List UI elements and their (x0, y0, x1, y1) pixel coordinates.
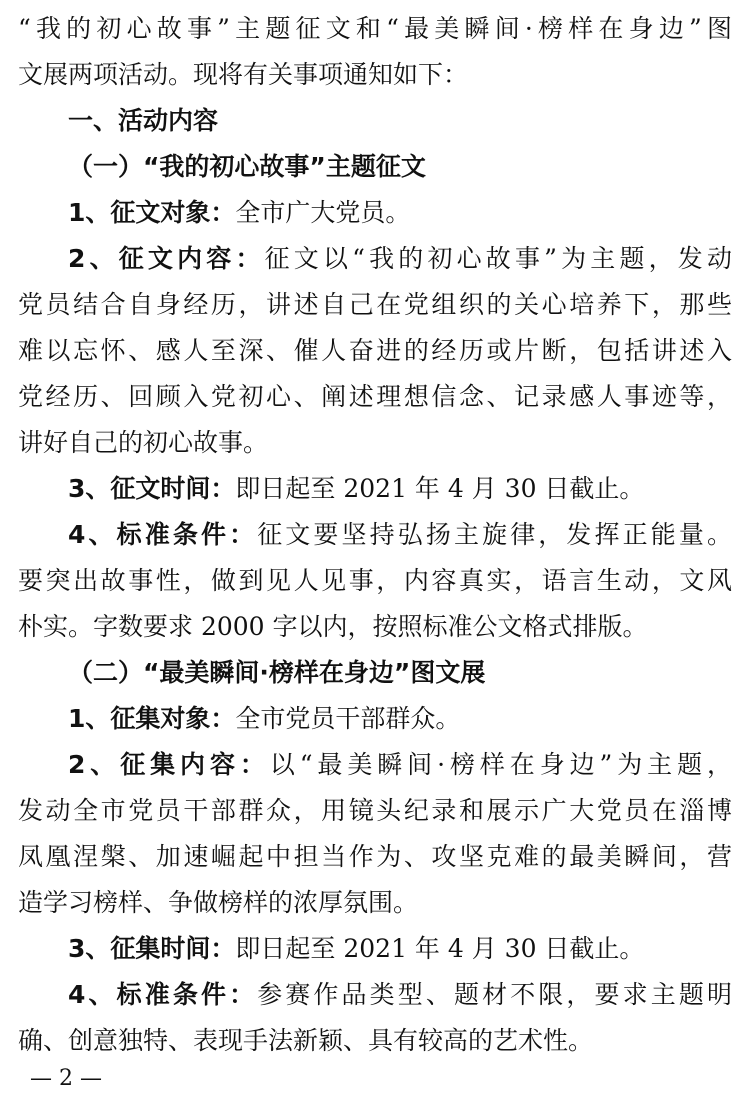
part1-item2-line2: 党员结合自身经历，讲述自己在党组织的关心培养下，那些 (18, 290, 732, 319)
part1-item1-label: 1、征文对象： (68, 198, 236, 227)
part1-item1-text: 全市广大党员。 (235, 198, 411, 227)
part1-item4-line1 (18, 512, 732, 558)
intro-line-1: “我的初心故事”主题征文和“最美瞬间·榜样在身边”图 (18, 14, 732, 43)
part1-item3 (18, 466, 732, 512)
part2-item3-label: 3、征集时间： (68, 934, 236, 963)
part1-item4-line2: 要突出故事性，做到见人见事，内容真实，语言生动，文风 (18, 566, 732, 595)
part1-item3-text: 即日起至 2021 年 4 月 30 日截止。 (235, 474, 645, 503)
part2-item2-line1 (18, 742, 732, 788)
part2-item3-text: 即日起至 2021 年 4 月 30 日截止。 (235, 934, 645, 963)
part1-item4-line3: 朴实。字数要求 2000 字以内，按照标准公文格式排版。 (18, 612, 648, 641)
part2-item2-label: 2、征集内容： (68, 750, 270, 779)
part2-item4-line1 (18, 972, 732, 1018)
part2-item1-text: 全市党员干部群众。 (235, 704, 461, 733)
part2-item4-line2: 确、创意独特、表现手法新颖、具有较高的艺术性。 (18, 1026, 594, 1055)
part2-item2-line4: 造学习榜样、争做榜样的浓厚氛围。 (18, 888, 419, 917)
intro-line-2: 文展两项活动。现将有关事项通知如下： (18, 60, 469, 89)
part1-title: （一）“我的初心故事”主题征文 (68, 152, 426, 181)
part2-item2-line3: 凤凰涅槃、加速崛起中担当作为、攻坚克难的最美瞬间，营 (18, 842, 732, 871)
part2-item1 (18, 696, 732, 742)
part1-item2-line5: 讲好自己的初心故事。 (18, 428, 269, 457)
section-heading: 一、活动内容 (68, 106, 219, 135)
part2-item2-text: 以“最美瞬间·榜样在身边”为主题， (269, 750, 732, 779)
part1-item1 (18, 190, 732, 236)
part2-item4-text: 参赛作品类型、题材不限，要求主题明 (257, 980, 732, 1009)
part2-title: （二）“最美瞬间·榜样在身边”图文展 (68, 658, 486, 687)
part1-item2-line1 (18, 236, 732, 282)
part1-item2-line4: 党经历、回顾入党初心、阐述理想信念、记录感人事迹等， (18, 382, 732, 411)
part2-item1-label: 1、征集对象： (68, 704, 236, 733)
part1-item2-text: 征文以“我的初心故事”为主题，发动 (264, 244, 732, 273)
part1-item2-line3: 难以忘怀、感人至深、催人奋进的经历或片断，包括讲述入 (18, 336, 732, 365)
part1-item3-label: 3、征文时间： (68, 474, 236, 503)
document-page (18, 6, 732, 1064)
part1-item4-label: 4、标准条件： (68, 520, 258, 549)
part1-item4-text: 征文要坚持弘扬主旋律，发挥正能量。 (257, 520, 732, 549)
part2-item3 (18, 926, 732, 972)
part2-item2-line2: 发动全市党员干部群众，用镜头纪录和展示广大党员在淄博 (18, 796, 732, 825)
page-number: — 2 — (30, 1066, 102, 1091)
part2-item4-label: 4、标准条件： (68, 980, 258, 1009)
part1-item2-label: 2、征文内容： (68, 244, 265, 273)
